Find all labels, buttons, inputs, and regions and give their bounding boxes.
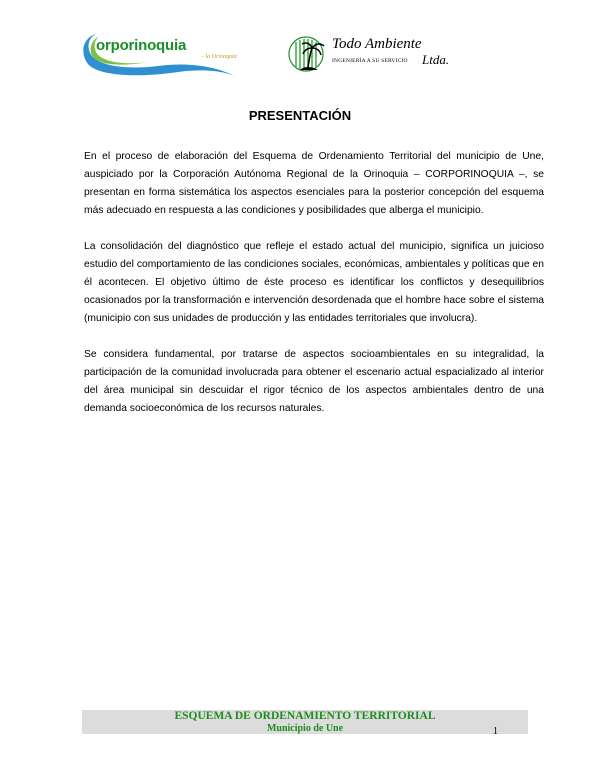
paragraph-1: En el proceso de elaboración del Esquema de Ordenamiento Territorial del municipio de Une, auspiciado por la Corporación Autónoma Regional de la Orinoquia – CORPORINOQUIA –, se presentan en forma sistemática los aspectos esenciales para la posterior concepción del esquema más adecuado en respuesta a las condiciones y posibilidades que alberga el municipio. — [84, 151, 544, 216]
page-title: PRESENTACIÓN — [248, 108, 352, 123]
document-body — [84, 148, 544, 436]
palm-tree-icon — [288, 34, 328, 74]
corporinoquia-logo — [78, 28, 258, 80]
page-number: 1 — [493, 726, 498, 737]
footer-subtitle: Municipio de Une — [266, 723, 344, 734]
todo-ambiente-name: Todo Ambiente — [332, 36, 422, 52]
todo-ambiente-suffix: Ltda. — [422, 52, 450, 67]
paragraph-3: Se considera fundamental, por tratarse de aspectos socioambientales en su integralidad, la participación de la comunidad involucrada para obtener el escenario actual espacializado al interior del área municipal sin descuidar el rigor técnico de los aspectos ambientales dentro de una demanda socioeconómica de los recursos naturales. — [84, 349, 544, 414]
footer-title: ESQUEMA DE ORDENAMIENTO TERRITORIAL — [174, 710, 436, 722]
todo-ambiente-subtitle: INGENIERÍA A SU SERVICIO — [332, 58, 408, 64]
corporinoquia-name: orporinoquia — [96, 37, 187, 54]
paragraph-2: La consolidación del diagnóstico que refleje el estado actual del municipio, significa un juicioso estudio del comportamiento de las condiciones sociales, económicas, ambientales y políticas que en él acontecen. El objetivo último de éste proceso es identificar los conflictos y desequilibrios ocasionados por la transformación e intervención desordenada que el hombre hace sobre el sistema (municipio con sus unidades de producción y las entidades territoriales que involucra). — [84, 241, 544, 324]
corporinoquia-tagline: - la Orinoquia — [202, 54, 237, 60]
todo-ambiente-logo — [288, 34, 488, 78]
page-footer — [82, 710, 528, 734]
